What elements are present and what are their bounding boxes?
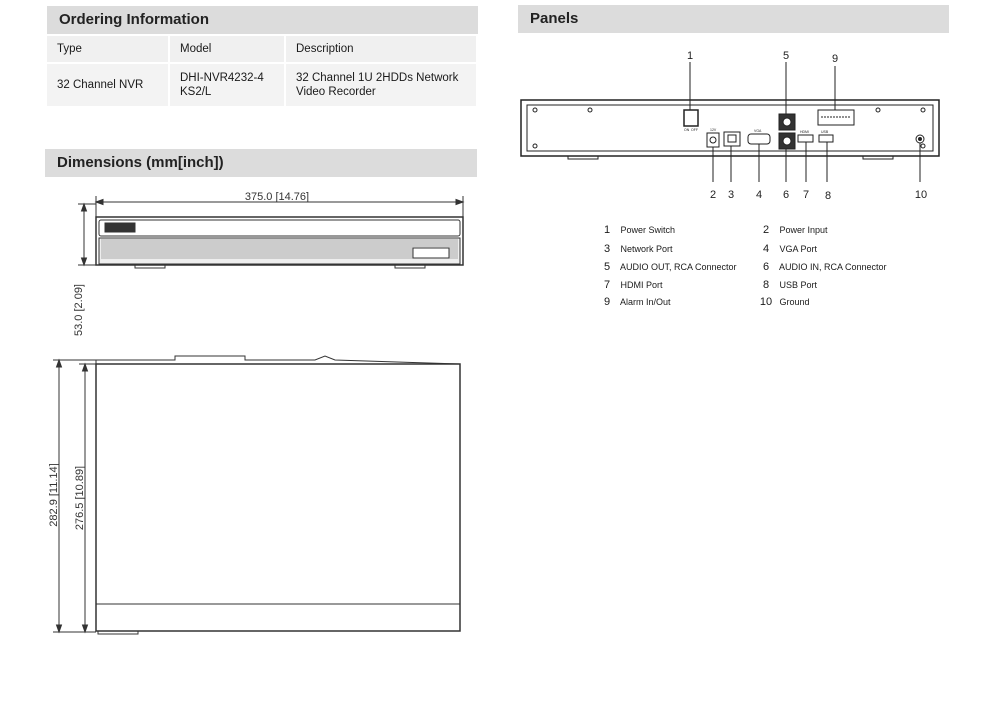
callout-9: 9	[831, 53, 839, 65]
legend-number: 6	[762, 261, 770, 273]
dimensions-drawing	[45, 180, 475, 640]
dimension-height-label: 53.0 [2.09]	[73, 284, 85, 336]
callout-5: 5	[782, 50, 790, 62]
list-item	[596, 296, 671, 308]
ordering-section-title: Ordering Information	[47, 6, 478, 34]
ordering-header-model: Model	[169, 36, 285, 63]
legend-label: Ground	[779, 297, 810, 307]
list-item	[596, 243, 673, 255]
list-item	[596, 261, 737, 273]
ordering-cell-model: DHI-NVR4232-4KS2/L	[169, 63, 285, 106]
legend-number: 4	[762, 243, 770, 255]
callout-4: 4	[755, 189, 763, 201]
legend-label: AUDIO IN, RCA Connector	[779, 262, 887, 272]
callout-3: 3	[727, 189, 735, 201]
dc-port-label: 12V	[710, 128, 717, 132]
usb-port-label: USB	[821, 130, 829, 134]
ordering-header-row	[47, 36, 477, 63]
list-item	[596, 279, 663, 291]
panels-section-title: Panels	[518, 5, 949, 33]
ordering-cell-description: 32 Channel 1U 2HDDs Network Video Recorder	[285, 63, 477, 106]
callout-10: 10	[914, 189, 928, 201]
dimensions-section-title: Dimensions (mm[inch])	[45, 149, 477, 177]
legend-label: VGA Port	[779, 244, 818, 254]
legend-label: Alarm In/Out	[620, 297, 671, 307]
dimension-depth-outer-label: 282.9 [11.14]	[48, 463, 60, 527]
callout-2: 2	[709, 189, 717, 201]
legend-number: 1	[603, 224, 611, 236]
callout-1: 1	[686, 50, 694, 62]
legend-number: 8	[762, 279, 770, 291]
legend-number: 9	[603, 296, 611, 308]
hdmi-port-label: HDMI	[800, 130, 809, 134]
rear-panel-diagram	[518, 42, 948, 207]
legend-number: 10	[759, 296, 773, 308]
legend-number: 7	[603, 279, 611, 291]
dimension-width-label: 375.0 [14.76]	[244, 191, 310, 203]
legend-label: Network Port	[620, 244, 673, 254]
list-item	[755, 296, 810, 308]
callout-6: 6	[782, 189, 790, 201]
switch-on-label: ON	[684, 128, 690, 132]
legend-number: 2	[762, 224, 770, 236]
legend-label: USB Port	[779, 280, 818, 290]
vga-port-label: VGA	[754, 129, 762, 133]
table-row	[47, 63, 477, 106]
legend-label: Power Switch	[620, 225, 676, 235]
callout-7: 7	[802, 189, 810, 201]
legend-label: HDMI Port	[620, 280, 663, 290]
ordering-table	[47, 36, 478, 106]
legend-label: AUDIO OUT, RCA Connector	[620, 262, 737, 272]
dimension-depth-inner-label: 276.5 [10.89]	[74, 465, 86, 531]
list-item	[755, 279, 817, 291]
switch-off-label: OFF	[691, 128, 698, 132]
ordering-cell-type: 32 Channel NVR	[47, 63, 169, 106]
legend-number: 3	[603, 243, 611, 255]
ordering-header-description: Description	[285, 36, 477, 63]
legend-label: Power Input	[779, 225, 828, 235]
list-item	[755, 261, 887, 273]
callout-8: 8	[824, 190, 832, 202]
list-item	[755, 243, 817, 255]
ordering-header-type: Type	[47, 36, 169, 63]
list-item	[755, 224, 828, 236]
list-item	[596, 224, 675, 236]
legend-number: 5	[603, 261, 611, 273]
